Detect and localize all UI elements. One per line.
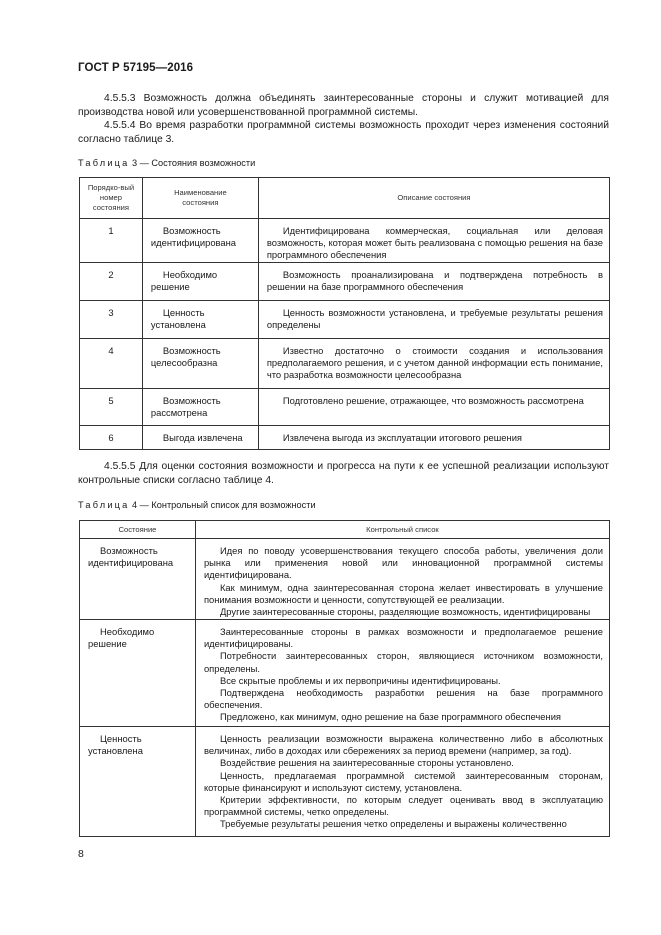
checklist-item: Все скрытые проблемы и их первопричины идентифицированы. — [219, 674, 501, 686]
checklist-item: Подтверждена необходимость разработки решения на базе программного обеспечения. — [203, 687, 603, 711]
table3-caption-text: 3 — Состояния возможности — [132, 158, 256, 168]
table3-col-num: Порядко-вый номер состояния — [80, 178, 143, 219]
table-row — [80, 539, 610, 620]
table3-header-row — [80, 178, 610, 219]
state-description: Возможность проанализирована и подтверждена потребность в решении на базе программного обеспечения — [258, 263, 609, 301]
checklist-item: Как минимум, одна заинтересованная сторона желает инвестировать в улучшение понимания возможности и ценности, сопутствующей ее реализации. — [203, 581, 603, 605]
paragraph-4553: 4.5.5.3 Возможность должна объединять заинтересованные стороны и служит мотивацией для производства новой или усовершенствованной программной системы. — [78, 93, 609, 118]
checklist-item: Заинтересованные стороны в рамках возможности и предполагаемое решение идентифицированы. — [203, 626, 603, 650]
state-number: 6 — [80, 426, 143, 450]
state-description: Извлечена выгода из эксплуатации итогового решения — [258, 426, 609, 450]
table3-col-desc: Описание состояния — [258, 178, 609, 219]
checklist-item: Идея по поводу усовершенствования текущего способа работы, увеличения доли рынка или применения новой или инновационной программной системы идентифицирована. — [203, 545, 603, 581]
table-4 — [79, 520, 610, 837]
state-name: Возможность рассмотрена — [142, 389, 258, 426]
table4-caption — [78, 500, 316, 510]
table3-col-name: Наименование состояния — [142, 178, 258, 219]
table4-caption-text: 4 — Контрольный список для возможности — [132, 500, 316, 510]
state-name: Необходимо решение — [80, 620, 196, 727]
state-name: Возможность целесообразна — [142, 339, 258, 389]
table-row — [80, 263, 610, 301]
checklist — [195, 539, 609, 620]
state-description: Идентифицирована коммерческая, социальная или деловая возможность, которая может быть реализована с помощью решения на базе программного обеспечения — [258, 219, 609, 263]
checklist-item: Потребности заинтересованных сторон, являющиеся источником возможности, определены. — [203, 650, 603, 674]
table4-col-state: Состояние — [80, 521, 196, 539]
table-row — [80, 727, 610, 837]
state-name: Необходимо решение — [142, 263, 258, 301]
checklist-item: Воздействие решения на заинтересованные стороны установлено. — [219, 757, 514, 769]
table3-caption-word: Таблица — [78, 158, 130, 168]
page-number: 8 — [78, 848, 84, 860]
table-row — [80, 620, 610, 727]
checklist — [195, 620, 609, 727]
state-name-text: Возможность идентифицирована — [150, 225, 237, 249]
state-description: Подготовлено решение, отражающее, что возможность рассмотрена — [258, 389, 609, 426]
table4-col-list: Контрольный список — [195, 521, 609, 539]
table4-caption-word: Таблица — [78, 500, 130, 510]
checklist-item: Ценность реализации возможности выражена количественно либо в абсолютных величинах, либо в доходах или сбережениях за период времени (например, за год). — [203, 733, 603, 757]
table-row — [80, 301, 610, 339]
checklist — [195, 727, 609, 837]
checklist-item: Предложено, как минимум, одно решение на базе программного обеспечения — [219, 711, 562, 723]
table-row — [80, 219, 610, 263]
state-name: Выгода извлечена — [142, 426, 258, 450]
state-name — [142, 219, 258, 263]
table-row — [80, 426, 610, 450]
table-row — [80, 389, 610, 426]
state-number: 5 — [80, 389, 143, 426]
checklist-item: Ценность, предлагаемая программной системой заинтересованным сторонам, которые финансируют и используют систему, установлена. — [203, 769, 603, 793]
state-name: Ценность установлена — [80, 727, 196, 837]
paragraph-4555: 4.5.5.5 Для оценки состояния возможности и прогресса на пути к ее успешной реализации используют контрольные списки согласно таблице 4. — [78, 461, 609, 486]
table4-header-row — [80, 521, 610, 539]
state-number: 3 — [80, 301, 143, 339]
state-description: Известно достаточно о стоимости создания и использования предполагаемого решения, и с учетом данной информации есть понимание, что разработка возможности целесообразна — [258, 339, 609, 389]
document-header: ГОСТ Р 57195—2016 — [78, 62, 194, 74]
checklist-item: Требуемые результаты решения четко определены и выражены количественно — [219, 818, 567, 830]
state-number: 1 — [80, 219, 143, 263]
checklist-item: Критерии эффективности, по которым следует оценивать ввод в эксплуатацию программной системы, четко определены. — [203, 794, 603, 818]
paragraph-4554: 4.5.5.4 Во время разработки программной системы возможность проходит через изменения состояний согласно таблице 3. — [78, 120, 609, 145]
table-3 — [79, 177, 610, 450]
state-number: 4 — [80, 339, 143, 389]
checklist-item: Другие заинтересованные стороны, разделяющие возможность, идентифицированы — [219, 606, 591, 618]
state-number: 2 — [80, 263, 143, 301]
state-name: Ценность установлена — [142, 301, 258, 339]
state-name: Возможность идентифицирована — [80, 539, 196, 620]
table-row — [80, 339, 610, 389]
state-description: Ценность возможности установлена, и требуемые результаты решения определены — [258, 301, 609, 339]
table3-caption — [78, 158, 255, 168]
